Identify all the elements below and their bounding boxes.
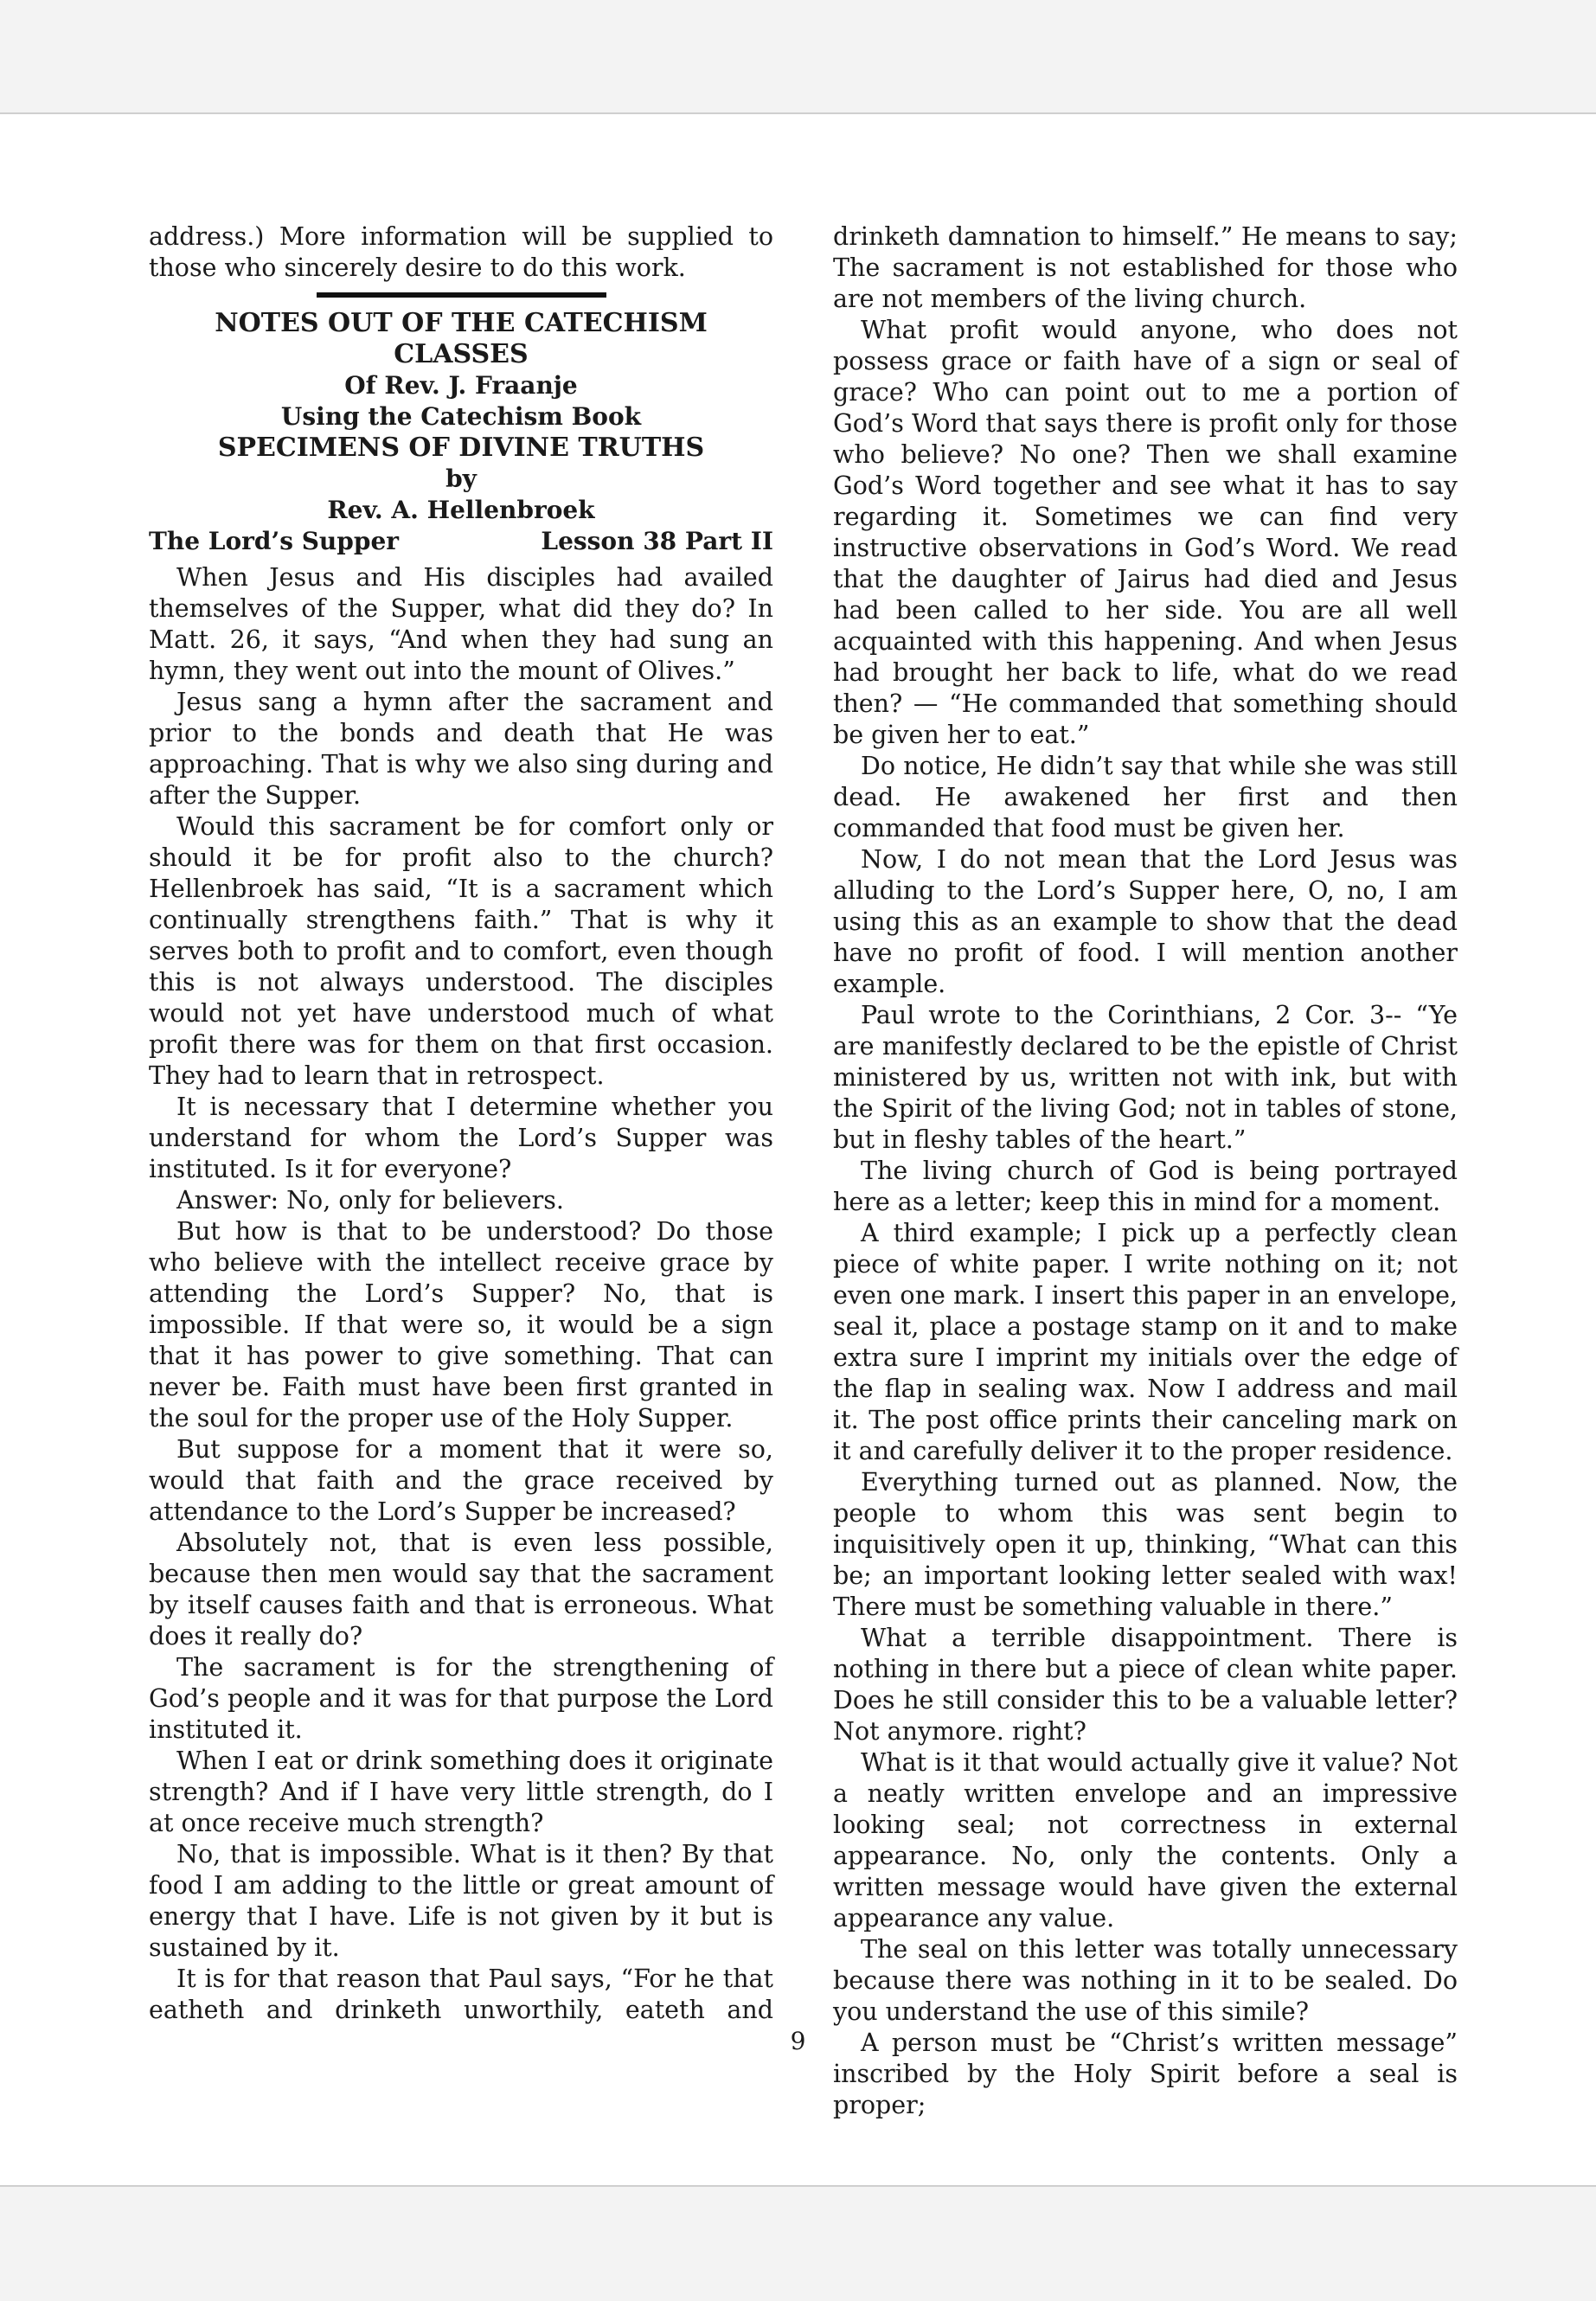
paragraph: It is for that reason that Paul says, “For he that eatheth and drinketh unworthily, eateth and — [149, 1965, 773, 2024]
book-title: SPECIMENS OF DIVINE TRUTHS — [217, 433, 705, 463]
book-author: Rev. A. Hellenbroek — [327, 496, 595, 524]
paragraph: Paul wrote to the Corinthians, 2 Cor. 3-- “Ye are manifestly declared to be the epistle of Christ ministered by us, written not with ink, but with the Spirit of the living God; not in tables of stone, but in fleshy tables of the heart.” — [833, 1001, 1458, 1154]
paragraph: Absolutely not, that is even less possible, because then men would say that the sacrament by itself causes faith and that is erroneous. What does it really do? — [149, 1529, 773, 1650]
paragraph: What a terrible disappointment. There is nothing in there but a piece of clean white paper. Does he still consider this to be a valuable letter? Not anymore. right? — [833, 1624, 1458, 1746]
by-line: by — [445, 465, 477, 493]
paragraph: Jesus sang a hymn after the sacrament and prior to the bonds and death that He was approaching. That is why we also sing during and after the Supper. — [149, 688, 773, 810]
scan-margin-top — [0, 0, 1596, 112]
paragraph: The seal on this letter was totally unnecessary because there was nothing in it to be sealed. Do you understand the use of this simile? — [833, 1935, 1458, 2026]
paragraph: It is necessary that I determine whether you understand for whom the Lord’s Supper was instituted. Is it for everyone? — [149, 1093, 773, 1183]
lesson-row — [149, 526, 773, 557]
paragraph: But suppose for a moment that it were so, would that faith and the grace received by attendance to the Lord’s Supper be increased? — [149, 1435, 773, 1526]
paragraph: Everything turned out as planned. Now, the people to whom this was sent begin to inquisitively open it up, thinking, “What can this be; an important looking letter sealed with wax! There must be something valuable in there.” — [833, 1468, 1458, 1621]
lesson-number: Lesson 38 Part II — [541, 527, 773, 555]
paragraph: The sacrament is for the strengthening of God’s people and it was for that purpose the Lord instituted it. — [149, 1653, 773, 1744]
section-heading: NOTES OUT OF THE CATECHISM CLASSES — [215, 308, 708, 369]
paragraph: What profit would anyone, who does not possess grace or faith have of a sign or seal of grace? Who can point out to me a portion of God’s Word that says there is profit only for those who believe? No one? Then we shall examine God’s Word together and see what it has to say regarding it. Sometimes we can find very instructive observations in God’s Word. We read that the daughter of Jairus had died and Jesus had been called to her side. You are all well acquainted with this happening. And when Jesus had brought her back to life, what do we read then? — “He commanded that something should be given her to eat.” — [833, 316, 1458, 749]
right-column — [833, 221, 1458, 2121]
paragraph: When Jesus and His disciples had availed themselves of the Supper, what did they do? In Matt. 26, it says, “And when they had sung an hymn, they went out into the mount of Olives.” — [149, 563, 773, 685]
section-divider — [317, 292, 606, 298]
author-line: Of Rev. J. Fraanje — [344, 371, 578, 400]
scan-margin-bottom — [0, 2187, 1596, 2301]
left-column — [149, 221, 773, 2026]
paragraph: What is it that would actually give it value? Not a neatly written envelope and an impressive looking seal; not correctness in external appearance. No, only the contents. Only a written message would have given the external appearance any value. — [833, 1748, 1458, 1932]
paragraph: But how is that to be understood? Do those who believe with the intellect receive grace by attending the Lord’s Supper? No, that is impossible. If that were so, it would be a sign that it has power to give something. That can never be. Faith must have been first granted in the soul for the proper use of the Holy Supper. — [149, 1217, 773, 1433]
page-number: 9 — [790, 2027, 806, 2055]
book-line: Using the Catechism Book — [280, 402, 642, 431]
paragraph: When I eat or drink something does it originate strength? And if I have very little strength, do I at once receive much strength? — [149, 1747, 773, 1837]
paragraph: Do notice, He didn’t say that while she was still dead. He awakened her first and then commanded that food must be given her. — [833, 752, 1458, 843]
paragraph: A person must be “Christ’s written message” inscribed by the Holy Spirit before a seal is proper; — [833, 2029, 1458, 2119]
paragraph: A third example; I pick up a perfectly clean piece of white paper. I write nothing on it; not even one mark. I insert this paper in an envelope, seal it, place a postage stamp on it and to make extra sure I imprint my initials over the edge of the flap in sealing wax. Now I address and mail it. The post office prints their canceling mark on it and carefully deliver it to the proper residence. — [833, 1219, 1458, 1465]
scan-edge-top — [0, 112, 1596, 114]
intro-paragraph: address.) More information will be supplied to those who sincerely desire to do this work. — [149, 222, 773, 282]
paragraph: No, that is impossible. What is it then? By that food I am adding to the little or great amount of energy that I have. Life is not given by it but is sustained by it. — [149, 1840, 773, 1962]
lesson-topic: The Lord’s Supper — [149, 527, 400, 555]
paragraph: Would this sacrament be for comfort only or should it be for profit also to the church? Hellenbroek has said, “It is a sacrament which continually strengthens faith.” That is why it serves both to profit and to comfort, even though this is not always understood. The disciples would not yet have understood much of what profit there was for them on that first occasion. They had to learn that in retrospect. — [149, 812, 773, 1090]
paragraph: Answer: No, only for believers. — [176, 1186, 564, 1215]
paragraph: The living church of God is being portrayed here as a letter; keep this in mind for a moment. — [833, 1157, 1458, 1216]
paragraph: Now, I do not mean that the Lord Jesus was alluding to the Lord’s Supper here, O, no, I am using this as an example to show that the dead have no profit of food. I will mention another example. — [833, 845, 1458, 998]
paragraph: drinketh damnation to himself.” He means to say; The sacrament is not established for those who are not members of the living church. — [833, 222, 1458, 313]
scan-edge-bottom — [0, 2185, 1596, 2187]
